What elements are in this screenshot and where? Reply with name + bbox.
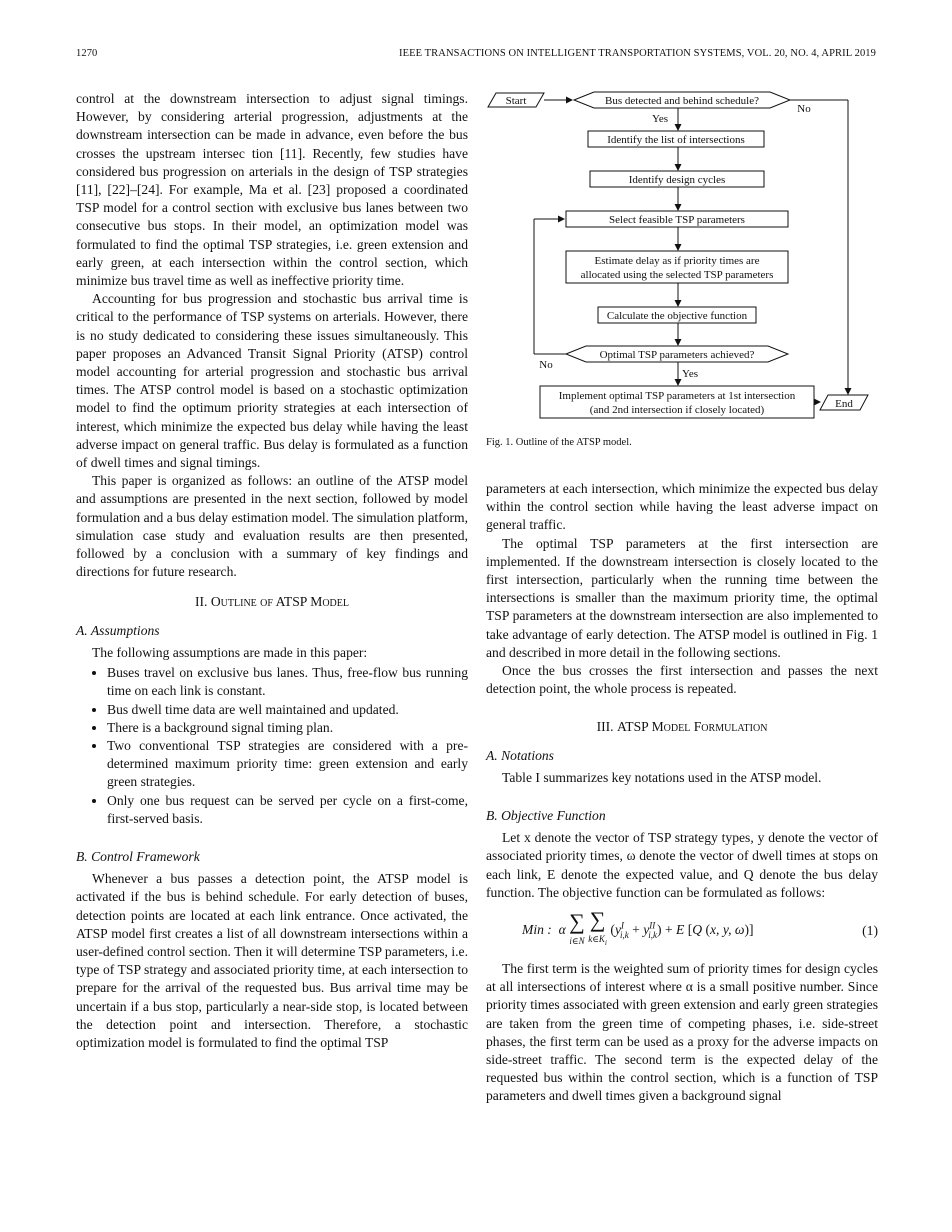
right-column [486,480,878,1106]
paragraph: Whenever a bus passes a detection point, the ATSP model is activated if the bus is behind schedule. For early detection of buses, detection points are located at each link entrance. Once activated, the ATSP model first creates a list of all downstream intersections within a user-defined control section. Then it will determine TSP parameters, i.e. type of TSP strategy and associated priority time, at each intersection to prepare for the arrival of the requested bus. Bus arrival time may be uncertain if a bus stop, particularly a near-side stop, is located between the detection point and intersection. Therefore, a stochastic optimization model is formulated to find the optimal TSP [76,871,468,1050]
estimate-delay-label-1: Estimate delay as if priority times are [594,255,760,267]
journal-header: IEEE TRANSACTIONS ON INTELLIGENT TRANSPORTATION SYSTEMS, VOL. 20, NO. 4, APRIL 2019 [398,48,876,59]
section-heading-3 [486,718,878,736]
decision-2-label: Optimal TSP parameters achieved? [599,349,755,361]
paragraph: Once the bus crosses the first intersection and passes the next detection point, the whole process is repeated. [486,663,878,697]
list-item: • Bus dwell time data are well maintained and updated. [107,701,468,719]
no-label-2: No [539,359,553,371]
identify-intersections-label: Identify the list of intersections [607,134,745,146]
paragraph: Accounting for bus progression and stochastic bus arrival time is critical to the performance of TSP systems on arterials. However, there is no study dedicated to considering these issues simultaneously. This paper proposes an Advanced Transit Signal Priority (ATSP) control model accounting for arterial progression and stochastic bus arrival times. The ATSP control model is based on a stochastic optimization model to find the optimum priority strategies at each intersection of interest, which minimize the expected bus delay while having the least adverse impact on general traffic. Bus delay is formulated as a function of dwell times and signal timings. [76,291,468,471]
equation-body: Min : α ∑ i∈N ∑ $k\in K_i$ $(y^I_{i,k} + y^{II}_{i,k}) + E$ [Q (x, y, ω)] [522,907,754,947]
estimate-delay-label-2: allocated using the selected TSP parameters [580,269,774,281]
left-column [76,90,468,1052]
identify-cycles-label: Identify design cycles [628,174,726,186]
section-number: III. [596,719,614,735]
yes-label-1: Yes [651,113,669,125]
section-number: II. [195,594,208,610]
select-parameters-label: Select feasible TSP parameters [609,214,745,226]
paragraph: The following assumptions are made in this paper: [92,644,368,660]
section-title: Outline of ATSP Model [210,594,349,610]
implement-label-2: (and 2nd intersection if closely located) [589,404,765,416]
list-item: • Two conventional TSP strategies are considered with a pre-determined maximum priority time: green extension and early green strategies. [107,737,468,792]
equation-1 [486,907,878,952]
paragraph: Table I summarizes key notations used in the ATSP model. [502,769,822,785]
section-title: ATSP Model Formulation [616,719,768,735]
end-label: End [835,398,853,410]
subsection-heading: A. Notations [486,747,554,763]
paragraph: Let x denote the vector of TSP strategy types, y denote the vector of associated priority times, ω denote the vector of dwell times at stops on each link, E denote the expected value, and Q denote the bus delay function. The objective function can be formulated as follows: [486,830,878,900]
section-heading-2 [76,593,468,611]
implement-label-1: Implement optimal TSP parameters at 1st intersection [558,390,796,402]
paragraph: This paper is organized as follows: an outline of the ATSP model and assumptions are presented in the next section, followed by model formulation and a bus delay estimation model. The simulation platform, simulation case study and evaluation results are then presented, followed by a conclusion with a summary of key findings and directions for future research. [76,473,468,580]
no-label-1: No [797,103,811,115]
figure-caption: Fig. 1. Outline of the ATSP model. [486,437,632,448]
paragraph: The optimal TSP parameters at the first intersection are implemented. If the downstream intersection is closely located to the first intersection, particularly when the running time between the intersections is smaller than the maximum priority time, the optimal TSP parameters at the downstream intersection are also implemented to take advantage of early detection. The ATSP model is outlined in Fig. 1 and described in more detail in the following sections. [486,535,878,660]
figure-1-flowchart [486,88,878,428]
equation-number: (1) [862,922,878,938]
paragraph: control at the downstream intersection to adjust signal timings. However, by considering arterial progression, adjustments at the downstream intersection can be made in advance, even before the bus crosses the upstream intersec tion [11]. Recently, few studies have considered bus progression on arterials in the design of TSP strategies [11], [22]–[24]. For example, Ma et al. [23] proposed a coordinated TSP model for a control section with exclusive bus lanes between two consecutive bus stops. In their model, an optimization model was formulated to find the optimal TSP strategies, i.e. green extension and early green, at each intersection within the control section, which minimize bus travel time as well as ineffective priority time. [76,91,468,289]
page-number: 1270 [76,48,98,59]
decision-1-label: Bus detected and behind schedule? [605,95,759,107]
yes-label-2: Yes [681,368,699,380]
flowchart-svg [486,88,878,428]
subsection-heading: B. Objective Function [486,808,606,824]
calculate-objective-label: Calculate the objective function [606,310,748,322]
paragraph: parameters at each intersection, which minimize the expected bus delay within the control section while having the least adverse impact on general traffic. [486,481,878,533]
assumption-list [76,664,468,828]
subsection-heading: B. Control Framework [76,848,200,864]
subsection-heading: A. Assumptions [76,622,160,638]
list-item: • Buses travel on exclusive bus lanes. Thus, free-flow bus running time on each link is constant. [107,664,468,700]
list-item: • Only one bus request can be served per cycle on a first-come, first-served basis. [107,792,468,828]
paragraph: The first term is the weighted sum of priority times for design cycles at all intersections of interest where α is a small positive number. Since priority times associated with green extension and early green strategies are taken from the green time of competing phases, i.e. side-street phases, the first term can be used as a proxy for the adverse impacts on side-street traffic. The second term is the expected delay of the requested bus within the control section, which is a function of TSP parameters and dwell times given a background signal [486,961,878,1104]
list-item: • There is a background signal timing plan. [107,719,468,737]
start-label: Start [505,95,527,107]
